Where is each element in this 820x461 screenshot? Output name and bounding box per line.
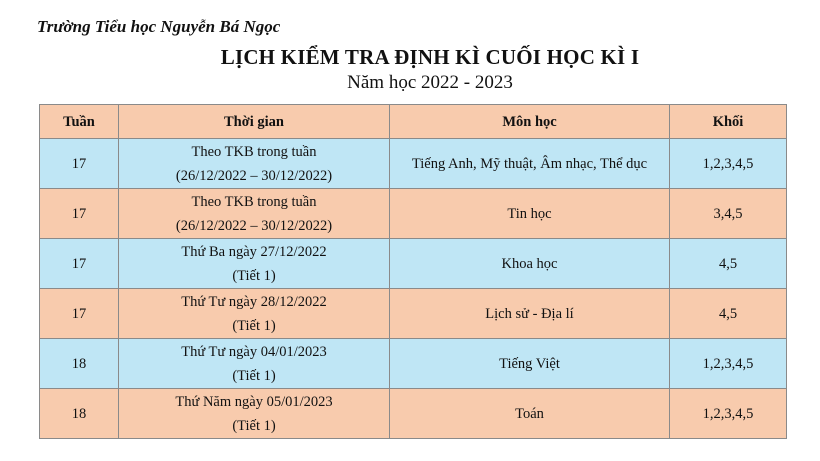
time-line-2: (Tiết 1) [232, 267, 276, 284]
time-line-2: (Tiết 1) [232, 367, 276, 384]
cell-time [119, 239, 390, 289]
cell-week: 18 [40, 389, 119, 439]
cell-week: 17 [40, 239, 119, 289]
time-line-1: Thứ Tư ngày 28/12/2022 [181, 293, 327, 310]
cell-time [119, 289, 390, 339]
header-week: Tuần [40, 105, 119, 139]
cell-grades: 4,5 [670, 239, 787, 289]
cell-week: 17 [40, 189, 119, 239]
school-name: Trường Tiểu học Nguyễn Bá Ngọc [37, 17, 281, 36]
header-subject: Môn học [390, 105, 670, 139]
exam-schedule-table [39, 104, 787, 439]
time-line-2: (Tiết 1) [232, 417, 276, 434]
cell-grades: 1,2,3,4,5 [670, 389, 787, 439]
table-header-row [40, 105, 787, 139]
table-row [40, 189, 787, 239]
time-line-1: Thứ Năm ngày 05/01/2023 [175, 393, 333, 410]
cell-week: 18 [40, 339, 119, 389]
time-line-1: Thứ Ba ngày 27/12/2022 [181, 243, 327, 260]
time-line-2: (Tiết 1) [232, 317, 276, 334]
cell-time [119, 389, 390, 439]
time-line-1: Theo TKB trong tuần [191, 193, 317, 210]
table-row [40, 339, 787, 389]
page-title: LỊCH KIỂM TRA ĐỊNH KÌ CUỐI HỌC KÌ I [220, 45, 640, 69]
table-row [40, 389, 787, 439]
time-line-1: Thứ Tư ngày 04/01/2023 [181, 343, 327, 360]
cell-subject: Tiếng Việt [390, 339, 670, 389]
cell-subject: Tin học [390, 189, 670, 239]
header-grades: Khối [670, 105, 787, 139]
header-time: Thời gian [119, 105, 390, 139]
page-subtitle: Năm học 2022 - 2023 [347, 72, 513, 93]
cell-grades: 1,2,3,4,5 [670, 339, 787, 389]
time-line-1: Theo TKB trong tuần [191, 143, 317, 160]
cell-subject: Tiếng Anh, Mỹ thuật, Âm nhạc, Thể dục [390, 139, 670, 189]
cell-week: 17 [40, 289, 119, 339]
cell-grades: 4,5 [670, 289, 787, 339]
time-line-2: (26/12/2022 – 30/12/2022) [175, 217, 333, 234]
cell-subject: Khoa học [390, 239, 670, 289]
cell-subject: Lịch sử - Địa lí [390, 289, 670, 339]
cell-time [119, 339, 390, 389]
cell-grades: 1,2,3,4,5 [670, 139, 787, 189]
cell-grades: 3,4,5 [670, 189, 787, 239]
cell-time [119, 189, 390, 239]
cell-week: 17 [40, 139, 119, 189]
table-row [40, 289, 787, 339]
cell-time [119, 139, 390, 189]
cell-subject: Toán [390, 389, 670, 439]
table-row [40, 139, 787, 189]
time-line-2: (26/12/2022 – 30/12/2022) [175, 167, 333, 184]
table-row [40, 239, 787, 289]
